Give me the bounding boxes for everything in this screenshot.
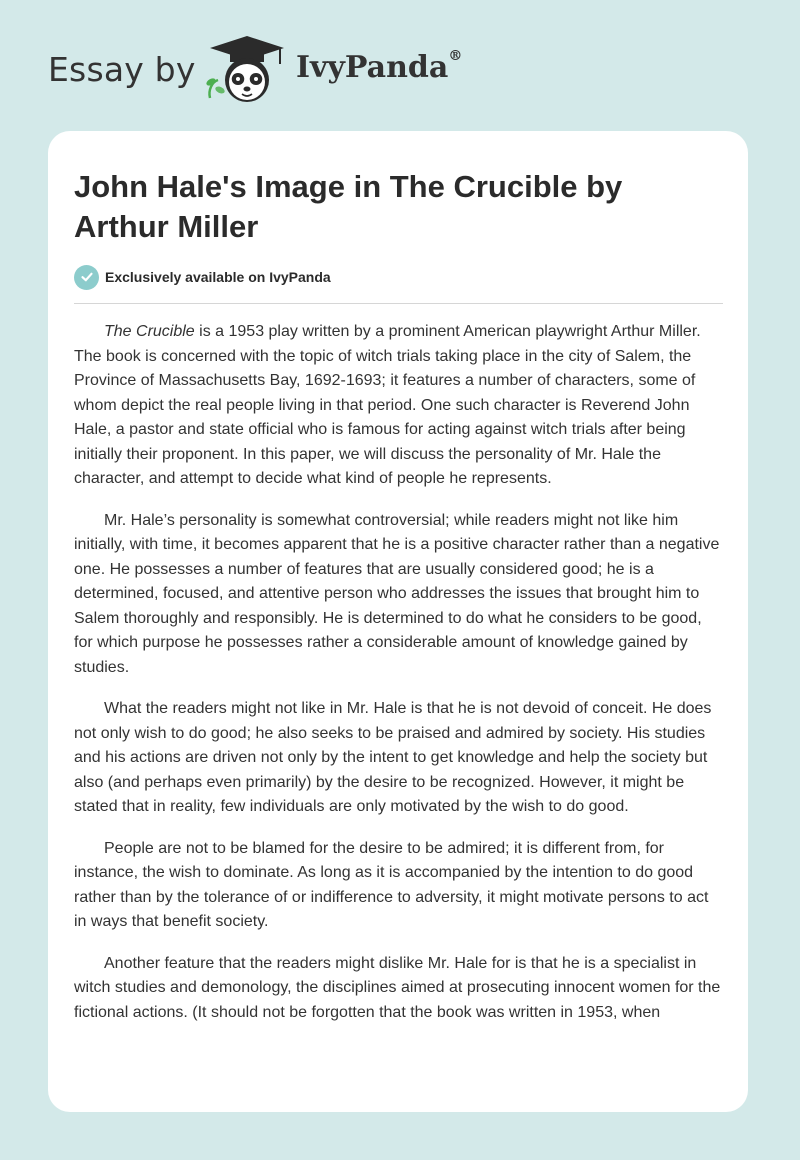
essay-body <box>74 320 724 1042</box>
essay-card <box>48 131 748 1112</box>
brand-name[interactable] <box>296 50 462 85</box>
paragraph-5: Another feature that the readers might dislike Mr. Hale for is that he is a specialist in witch studies and demonology, the disciplines aimed at prosecuting innocent women for the fictional actions. (It should not be forgotten that the book was written in 1953, when <box>74 954 721 1021</box>
badge-text: Exclusively available on IvyPanda <box>105 269 331 285</box>
divider <box>74 303 723 304</box>
site-header <box>0 0 800 130</box>
paragraph-3: What the readers might not like in Mr. Hale is that he is not devoid of conceit. He does not only wish to do good; he also seeks to be praised and admired by society. His studies and his actions are driven not only by the intent to get knowledge and help the society but also (and perhaps even primarily) by the desire to be recognized. However, it might be stated that in reality, few individuals are only motivated by the wish to do good. <box>74 700 712 815</box>
book-title-italic: The Crucible <box>104 323 195 340</box>
exclusive-badge <box>74 264 331 290</box>
paragraph-1-text: is a 1953 play written by a prominent American playwright Arthur Miller. The book is concerned with the topic of witch trials taking place in the city of Salem, the Province of Massachusetts Bay, 1692-1693; it features a number of characters, some of whom depict the real people living in that period. One such character is Reverend John Hale, a pastor and state official who is famous for acting against witch trials after being initially their proponent. In this paper, we will discuss the personality of Mr. Hale the character, and attempt to decide what kind of people he represents. <box>74 323 701 487</box>
paragraph-4: People are not to be blamed for the desire to be admired; it is different from, for instance, the wish to dominate. As long as it is accompanied by the intention to do good rather than by the tolerance of or indifference to adversity, it might motivate persons to act in ways that benefit society. <box>74 839 709 930</box>
paragraph-1 <box>74 320 724 492</box>
brand-name-text: IvyPanda <box>296 50 449 85</box>
check-circle-icon <box>74 265 99 290</box>
paragraph-2: Mr. Hale’s personality is somewhat controversial; while readers might not like him initially, with time, it becomes apparent that he is a positive character rather than a negative one. He possesses a number of features that are usually considered good; he is a determined, focused, and attentive person who addresses the issues that brought him to Salem thoroughly and responsibly. He is determined to do what he considers to be good, for which purpose he possesses rather a considerable amount of knowledge gained by studies. <box>74 511 720 676</box>
panda-graduate-logo-icon[interactable] <box>200 34 294 108</box>
essay-by-label: Essay by <box>48 50 196 89</box>
registered-mark: ® <box>448 48 463 64</box>
page-title: John Hale's Image in The Crucible by Arthur Miller <box>74 169 623 244</box>
